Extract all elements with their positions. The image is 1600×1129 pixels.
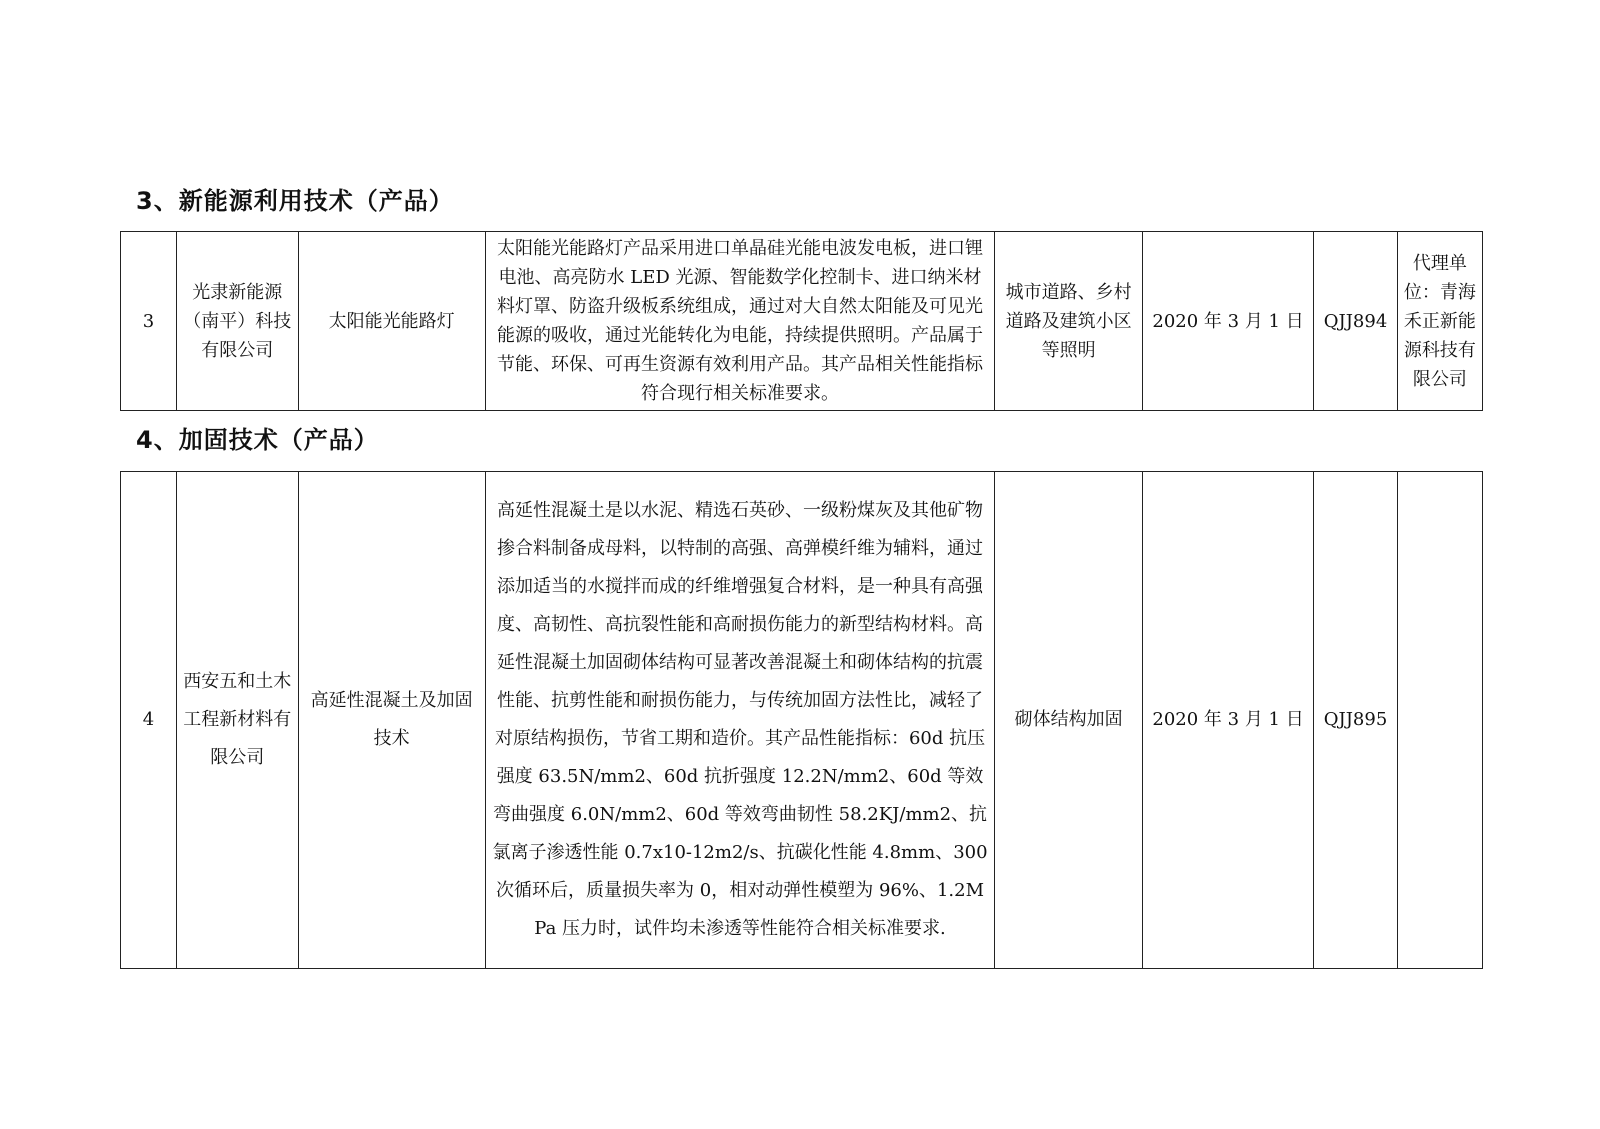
application-scope: 砌体结构加固 <box>995 472 1142 969</box>
company-name: 西安五和土木工程新材料有限公司 <box>176 472 298 969</box>
product-name: 太阳能光能路灯 <box>298 232 485 411</box>
product-table-new-energy <box>120 231 1483 411</box>
product-description: 高延性混凝土是以水泥、精选石英砂、一级粉煤灰及其他矿物掺合料制备成母料，以特制的高强、高弹模纤维为辅料，通过添加适当的水搅拌而成的纤维增强复合材料，是一种具有高强度、高韧性、高抗裂性能和高耐损伤能力的新型结构材料。高延性混凝土加固砌体结构可显著改善混凝土和砌体结构的抗震性能、抗剪性能和耐损伤能力，与传统加固方法性比，减轻了对原结构损伤，节省工期和造价。其产品性能指标：60d 抗压强度 63.5N/mm2、60d 抗折强度 12.2N/mm2、60d 等效弯曲强度 6.0N/mm2、60d 等效弯曲韧性 58.2KJ/mm2、抗氯离子渗透性能 0.7x10-12m2/s、抗碳化性能 4.8mm、300 次循环后，质量损失率为 0，相对动弹性模塑为 96%、1.2MPa 压力时，试件均未渗透等性能符合相关标准要求. <box>485 472 995 969</box>
agent-unit: 代理单位：青海禾正新能源科技有限公司 <box>1397 232 1482 411</box>
effective-date: 2020 年 3 月 1 日 <box>1142 232 1314 411</box>
section-heading-reinforcement: 4、加固技术（产品） <box>136 426 379 454</box>
row-number: 4 <box>121 472 177 969</box>
record-code: QJJ895 <box>1314 472 1397 969</box>
product-table-reinforcement <box>120 471 1483 969</box>
product-name: 高延性混凝土及加固技术 <box>298 472 485 969</box>
product-description: 太阳能光能路灯产品采用进口单晶硅光能电波发电板，进口锂电池、高亮防水 LED 光源、智能数学化控制卡、进口纳米材料灯罩、防盗升级板系统组成，通过对大自然太阳能及可见光能源的吸收，通过光能转化为电能，持续提供照明。产品属于节能、环保、可再生资源有效利用产品。其产品相关性能指标符合现行相关标准要求。 <box>485 232 995 411</box>
table-row <box>121 472 1483 969</box>
effective-date: 2020 年 3 月 1 日 <box>1142 472 1314 969</box>
application-scope: 城市道路、乡村道路及建筑小区等照明 <box>995 232 1142 411</box>
agent-unit <box>1397 472 1482 969</box>
table-row <box>121 232 1483 411</box>
company-name: 光隶新能源（南平）科技有限公司 <box>176 232 298 411</box>
section-heading-new-energy: 3、新能源利用技术（产品） <box>136 187 454 215</box>
row-number: 3 <box>121 232 177 411</box>
record-code: QJJ894 <box>1314 232 1397 411</box>
